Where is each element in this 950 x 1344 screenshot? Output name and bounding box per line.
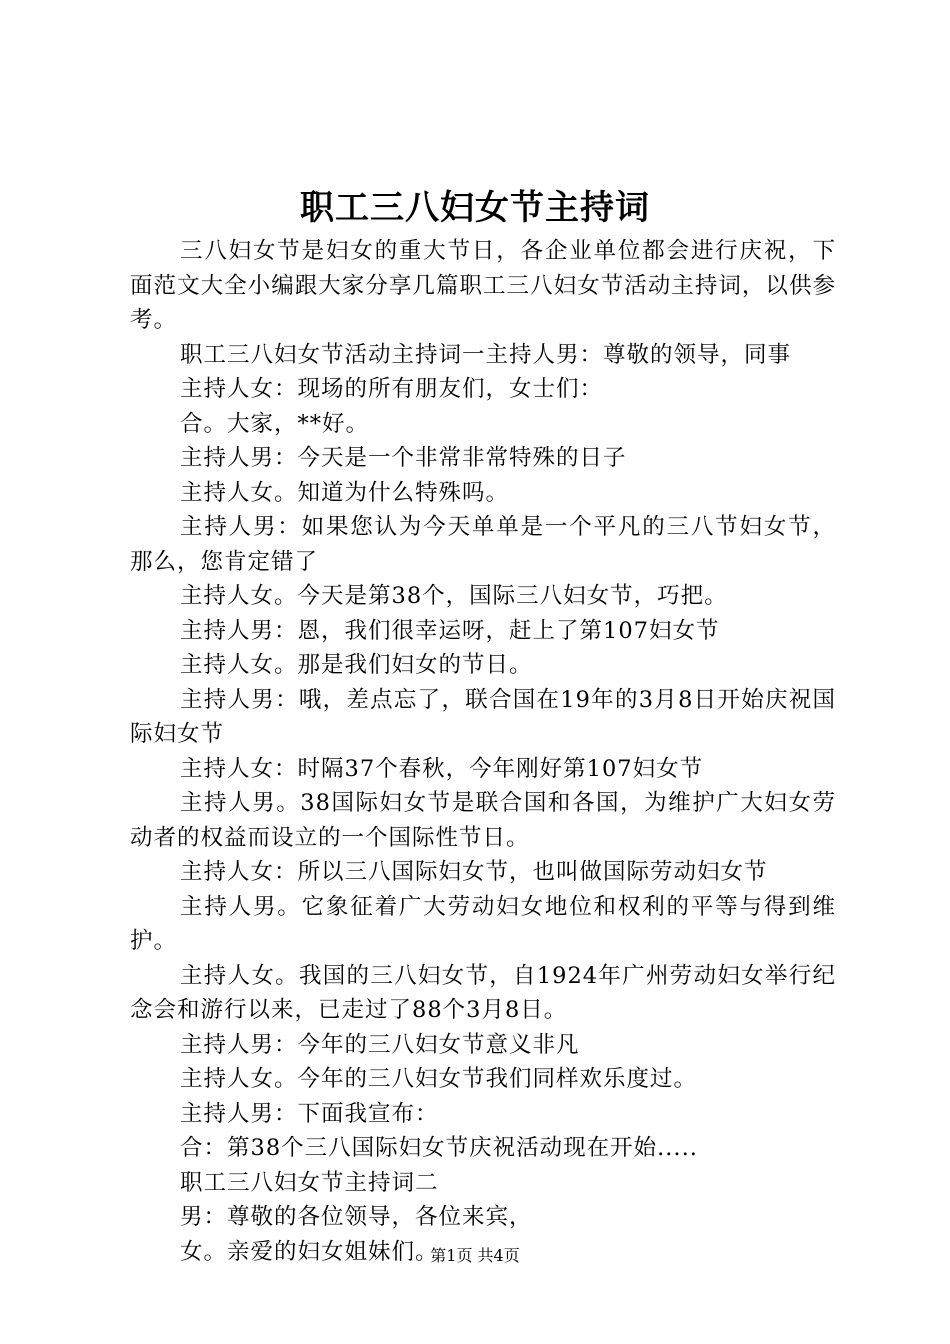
paragraph: 主持人男。它象征着广大劳动妇女地位和权利的平等与得到维护。	[130, 893, 836, 954]
paragraph: 主持人女。知道为什么特殊吗。	[180, 479, 510, 506]
section-heading: 职工三八妇女节主持词二	[180, 1169, 439, 1196]
paragraph: 女。亲爱的妇女姐妹们。	[180, 1238, 439, 1265]
paragraph: 主持人男：如果您认为今天单单是一个平凡的三八节妇女节，那么，您肯定错了	[130, 514, 836, 575]
paragraph: 主持人女。今年的三八妇女节我们同样欢乐度过。	[180, 1066, 698, 1092]
paragraph: 合：第38个三八国际妇女节庆祝活动现在开始.....	[180, 1135, 698, 1161]
paragraph: 男：尊敬的各位领导，各位来宾，	[180, 1204, 533, 1230]
paragraph: 主持人女。今天是第38个，国际三八妇女节，巧把。	[180, 583, 728, 609]
page-footer: 第1页 共4页	[430, 1246, 520, 1265]
page-title: 职工三八妇女节主持词	[300, 188, 650, 228]
paragraph: 主持人女：现场的所有朋友们，女士们：	[180, 376, 604, 402]
document-body	[130, 234, 836, 1269]
paragraph: 职工三八妇女节活动主持词一主持人男：尊敬的领导，同事	[180, 341, 792, 368]
paragraph: 主持人男：下面我宣布：	[180, 1100, 439, 1127]
paragraph: 主持人女：所以三八国际妇女节，也叫做国际劳动妇女节	[180, 859, 768, 885]
paragraph: 合。大家，**好。	[180, 410, 370, 437]
paragraph: 主持人男：今天是一个非常非常特殊的日子	[180, 445, 627, 471]
paragraph: 主持人男。38国际妇女节是联合国和各国，为维护广大妇女劳动者的权益而设立的一个国际性节日。	[130, 790, 836, 851]
paragraph-intro: 三八妇女节是妇女的重大节日，各企业单位都会进行庆祝，下面范文大全小编跟大家分享几篇职工三八妇女节活动主持词，以供参考。	[130, 238, 836, 333]
paragraph: 主持人女。那是我们妇女的节日。	[180, 652, 533, 678]
paragraph: 主持人女。我国的三八妇女节，自1924年广州劳动妇女举行纪念会和游行以来，已走过了88个3月8日。	[130, 962, 836, 1023]
paragraph: 主持人男：哦，差点忘了，联合国在19年的3月8日开始庆祝国际妇女节	[130, 686, 836, 747]
paragraph: 主持人男：今年的三八妇女节意义非凡	[180, 1031, 580, 1058]
paragraph: 主持人女：时隔37个春秋，今年刚好第107妇女节	[180, 755, 704, 782]
paragraph: 主持人男：恩，我们很幸运呀，赶上了第107妇女节	[180, 617, 720, 644]
